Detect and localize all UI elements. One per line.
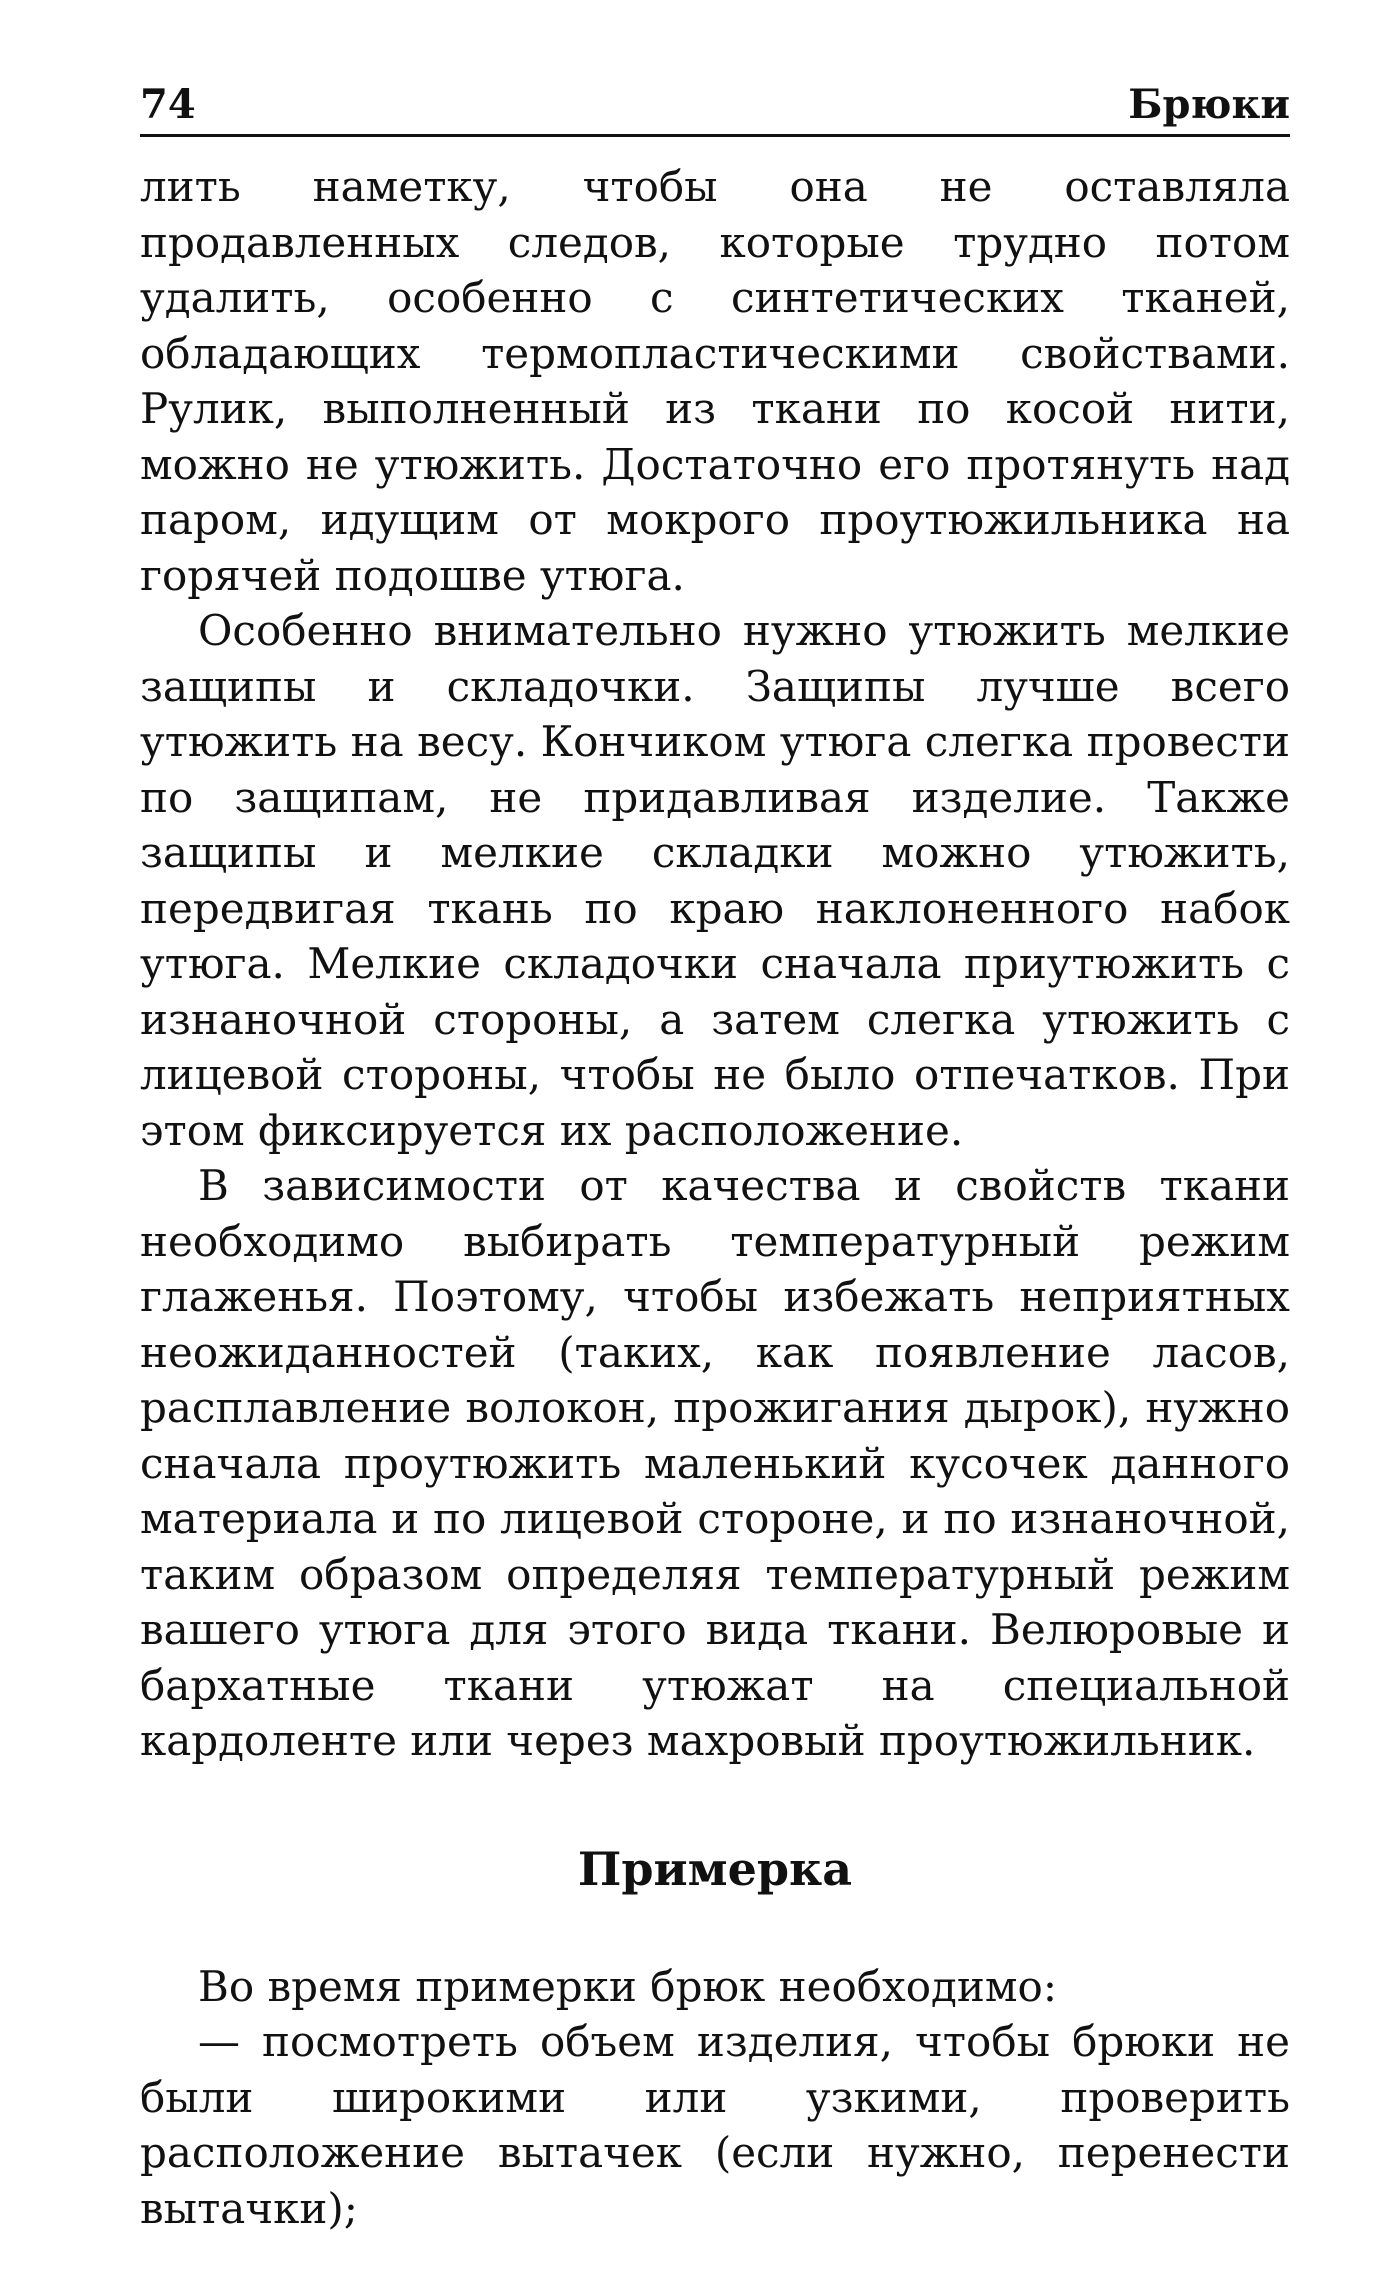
paragraph: В зависимости от качества и свойств ткани необходимо выбирать температурный режим глаженья. Поэтому, чтобы избежать неприятных неожиданностей (таких, как появление ласов, расплавление волокон, прожигания дырок), нужно сначала проутюжить маленький кусочек данного материала и по лицевой стороне, и по изнаночной, таким образом определяя температурный режим вашего утюга для этого вида ткани. Велюровые и бархатные ткани утюжат на специальной кардоленте или через махровый проутюжильник. [140, 1161, 1290, 1765]
paragraph-continued: лить наметку, чтобы она не оставляла продавленных следов, которые трудно потом удалить, особенно с синтетических тканей, обладающих термопластическими свойствами. Рулик, выполненный из ткани по косой нити, можно не утюжить. Достаточно его протянуть над паром, идущим от мокрого проутюжильника на горячей подошве утюга. [140, 162, 1290, 600]
section-heading: Примерка [577, 1841, 853, 1896]
page-number: 74 [140, 81, 196, 128]
section-body [140, 1959, 1290, 2237]
section-intro: Во время примерки брюк необходимо: [198, 1961, 1057, 2011]
chapter-title: Брюки [1128, 81, 1290, 128]
book-page [140, 80, 1290, 2236]
running-header [140, 80, 1290, 137]
body-text [140, 159, 1290, 1769]
paragraph: Особенно внимательно нужно утюжить мелкие защипы и складочки. Защипы лучше всего утюжить на весу. Кончиком утюга слегка провести по защипам, не придавливая изделие. Также защипы и мелкие складки можно утюжить, передвигая ткань по краю наклоненного набок утюга. Мелкие складочки сначала приутюжить с изнаночной стороны, а затем слегка утюжить с лицевой стороны, чтобы не было отпечатков. При этом фиксируется их расположение. [140, 606, 1290, 1155]
list-item: — посмотреть объем изделия, чтобы брюки не были широкими или узкими, проверить расположение вытачек (если нужно, перенести вытачки); [140, 2017, 1290, 2233]
